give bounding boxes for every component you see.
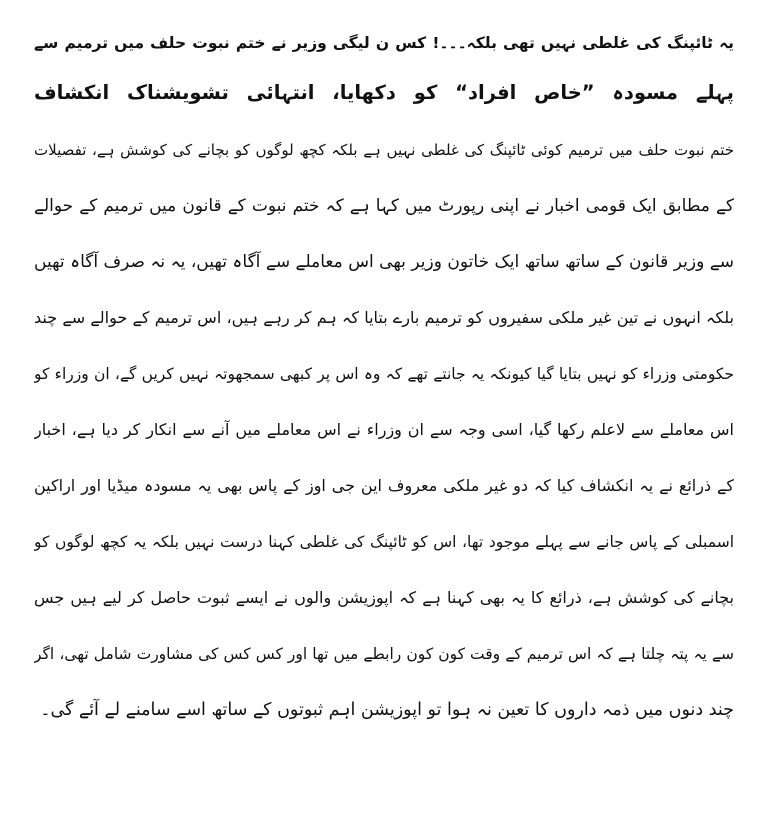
- headline-line: پہلے مسودہ ”خاص افراد“ کو دکھایا، انتہائی تشویشناک انکشاف: [34, 81, 734, 104]
- article-body: [34, 122, 734, 738]
- body-line: بچانے کی کوشش ہے، ذرائع کا یہ بھی کہنا ہے کہ اپوزیشن والوں نے ایسے ثبوت حاصل کر لیے ہیں جس: [34, 588, 734, 607]
- body-line: حکومتی وزراء کو نہیں بتایا گیا کیونکہ یہ جانتے تھے کہ وہ اس پر کبھی سمجھوتہ نہیں کریں گے، ان وزراء کو: [34, 365, 734, 383]
- body-line: بلکہ انہوں نے تین غیر ملکی سفیروں کو ترمیم بارے بتایا کہ ہم کر رہے ہیں، اس ترمیم کے حوالے سے چند: [34, 308, 734, 327]
- body-line: اسمبلی کے پاس جانے سے پہلے موجود تھا، اس کو ٹائپنگ کی غلطی کہنا درست نہیں بلکہ یہ کچھ لوگوں کو: [34, 533, 734, 551]
- body-line: ختم نبوت حلف میں ترمیم کوئی ٹائپنگ کی غلطی نہیں ہے بلکہ کچھ لوگوں کو بچانے کی کوشش ہے، تفصیلات: [34, 141, 734, 159]
- body-line: کے ذرائع نے یہ انکشاف کیا کہ دو غیر ملکی معروف این جی اوز کے پاس بھی یہ مسودہ میڈیا اور اراکین: [34, 476, 734, 495]
- article-headline: [34, 18, 734, 118]
- body-line: اس معاملے سے لاعلم رکھا گیا، اسی وجہ سے ان وزراء نے اس معاملے میں آنے سے انکار کر دیا ہے، اخبار: [34, 420, 734, 439]
- body-line: چند دنوں میں ذمہ داروں کا تعین نہ ہوا تو اپوزیشن اہم ثبوتوں کے ساتھ اسے سامنے لے آئے گی۔: [40, 700, 734, 720]
- body-line: کے مطابق ایک قومی اخبار نے اپنی رپورٹ میں کہا ہے کہ ختم نبوت کے قانون میں ترمیم کے حوالے: [34, 196, 734, 216]
- body-line: سے وزیر قانون کے ساتھ ساتھ ایک خاتون وزیر بھی اس معاملے سے آگاہ تھیں، یہ نہ صرف آگاہ تھیں: [34, 252, 734, 272]
- body-line: سے یہ پتہ چلتا ہے کہ اس ترمیم کے وقت کون کون رابطے میں تھا اور کس کس کی مشاورت شامل تھی، اگر: [34, 645, 734, 663]
- headline-line: یہ ٹائپنگ کی غلطی نہیں تھی بلکہ۔۔۔! کس ن لیگی وزیر نے ختم نبوت حلف میں ترمیم سے: [34, 34, 734, 52]
